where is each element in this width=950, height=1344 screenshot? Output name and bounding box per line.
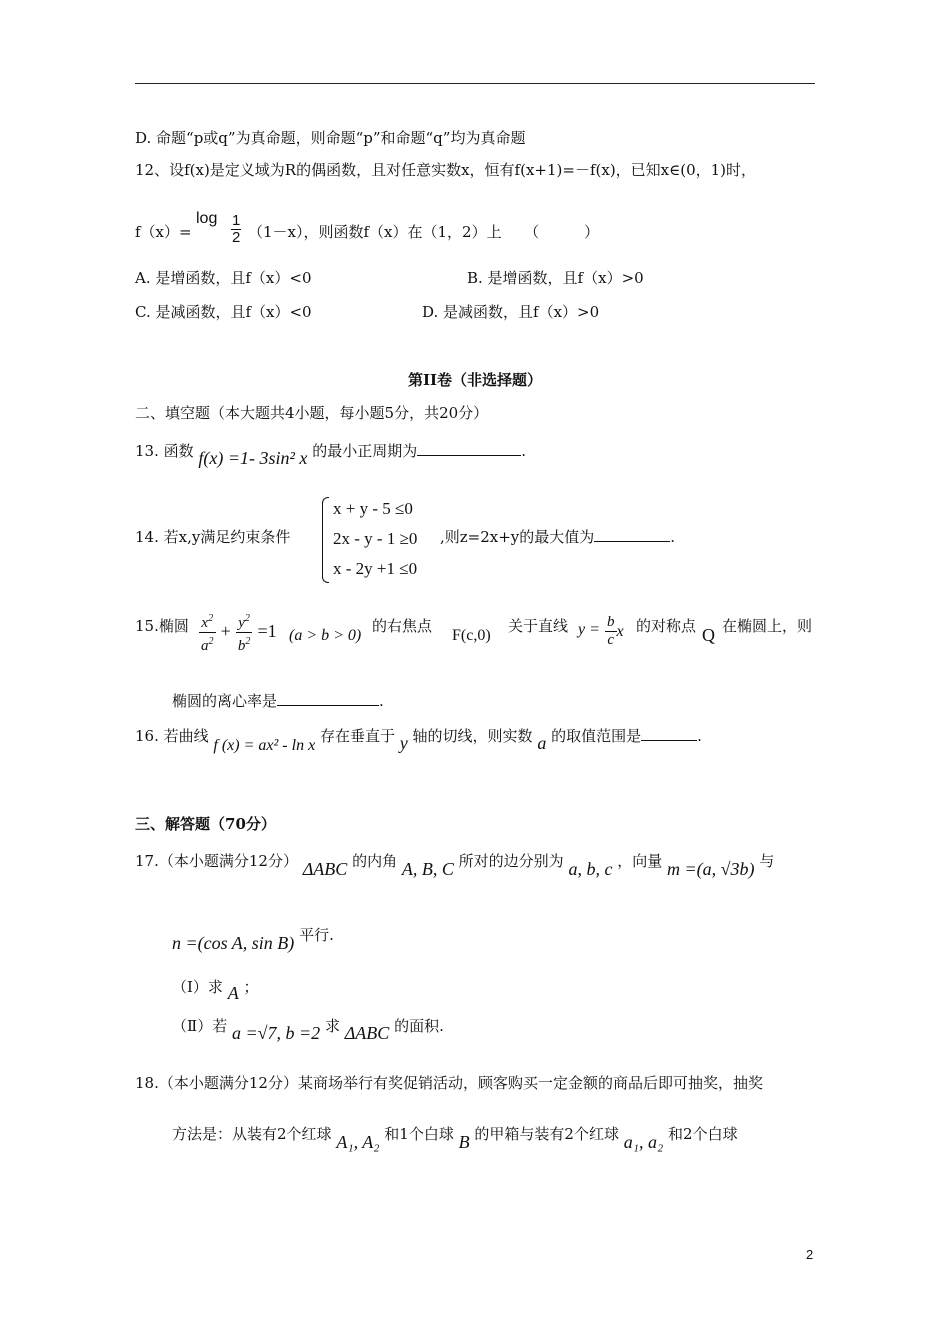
q13-formula: f(x) =1- 3sin² x: [198, 448, 308, 468]
question-12-line2-rest: （1－x），则函数f（x）在（1，2）上 （ ）: [248, 223, 600, 241]
question-15-line2: 椭圆的离心率是 .: [172, 692, 384, 710]
question-16: 16. 若曲线 f (x) = ax² - ln x 存在垂直于 y 轴的切线，则实数 a 的取值范围是 .: [135, 727, 702, 754]
question-17: 17.（本小题满分12分） ΔABC 的内角 A, B, C 所对的边分别为 a, b, c ，向量 m =(a, √3b) 与: [135, 852, 775, 879]
question-14-rest: ,则z=2x+y的最大值为 .: [440, 528, 676, 546]
q15-focus-label: 的右焦点: [372, 617, 433, 635]
q16-formula: f (x) = ax² - ln x: [213, 737, 316, 754]
q15-focus: F(c,0): [452, 627, 491, 644]
question-18-line2: 方法是：从装有2个红球 A₁, A₂ 和1个白球 B 的甲箱与装有2个红球 a₁, a₂ 和2个白球: [172, 1125, 738, 1152]
answer-blank-15: [277, 691, 379, 706]
question-17-line2: n =(cos A, sin B) 平行.: [172, 926, 334, 953]
answer-blank-14: [594, 527, 670, 542]
answer-blank-16: [641, 726, 697, 741]
question-13: 13. 函数 f(x) =1- 3sin² x 的最小正周期为 .: [135, 442, 526, 468]
question-17-part1: （Ⅰ）求 A ；: [172, 978, 259, 1003]
q15-end: 在椭圆上，则: [722, 617, 813, 635]
option-c: C. 是减函数，且f（x）<0: [135, 303, 312, 321]
option-a: A. 是增函数，且f（x）<0: [135, 269, 312, 287]
section-2-heading: 二、填空题（本大题共4小题，每小题5分，共20分）: [135, 404, 489, 422]
section-3-heading: 三、解答题（70分）: [135, 815, 276, 833]
option-d: D. 是减函数，且f（x）>0: [422, 303, 600, 321]
question-14: 14. 若x,y满足约束条件: [135, 528, 291, 546]
question-17-part2: （Ⅱ）若 a =√7, b =2 求 ΔABC 的面积.: [172, 1017, 444, 1043]
log-text: log: [196, 210, 218, 227]
q15-line-label: 关于直线: [508, 617, 569, 635]
constraint-2: 2x - y - 1 ≥0: [333, 529, 418, 548]
question-15: 15.椭圆: [135, 617, 189, 635]
option-d-q11: D. 命题“p或q”为真命题，则命题“p”和命题“q”均为真命题: [135, 129, 526, 147]
option-b: B. 是增函数，且f（x）>0: [467, 269, 644, 287]
part2-title: 第II卷（非选择题）: [407, 371, 543, 389]
q15-symmetric-label: 的对称点: [636, 617, 697, 635]
log-base-fraction: 1 2: [232, 212, 241, 246]
question-12: 12、设f(x)是定义域为R的偶函数，且对任意实数x，恒有f(x+1)=－f(x)，已知x∈(0，1)时，: [135, 161, 757, 179]
header-rule: [135, 83, 815, 84]
system-brace: [322, 497, 329, 583]
q15-point-q: Q: [702, 625, 715, 645]
constraint-3: x - 2y +1 ≤0: [333, 559, 418, 578]
ellipse-condition: (a > b > 0): [289, 627, 362, 644]
question-18: 18.（本小题满分12分）某商场举行有奖促销活动，顾客购买一定金额的商品后即可抽奖，抽奖: [135, 1074, 763, 1092]
ellipse-equation: $\frac{x^2}{a^2}$ + $\frac{y^2}{b^2}$ =1: [199, 610, 277, 655]
q15-line-equation: y = $\frac{b}{c}$ x: [578, 614, 624, 648]
question-12-line2: f（x）=: [135, 223, 192, 241]
page-number: 2: [806, 1247, 814, 1262]
constraint-1: x + y - 5 ≤0: [333, 499, 413, 518]
answer-blank-13: [417, 441, 521, 456]
